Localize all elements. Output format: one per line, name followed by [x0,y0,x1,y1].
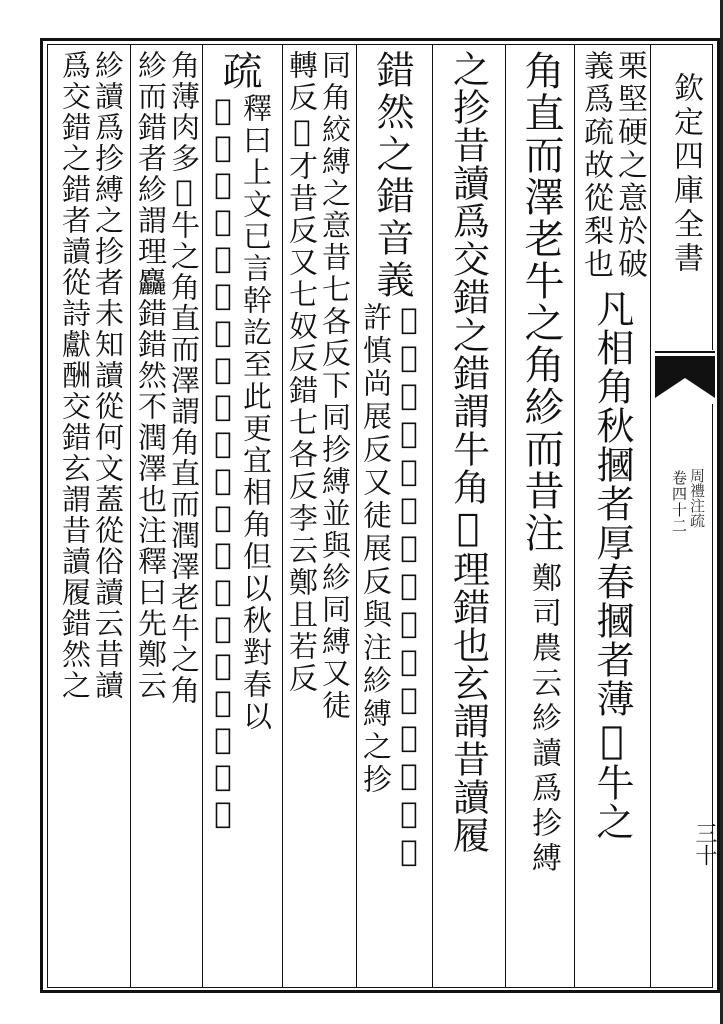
section-label: 周禮注疏 [688,468,706,528]
column-rule [202,45,203,987]
commentary-line: 栗堅硬之意於破 [612,50,647,281]
column-rule [356,45,357,987]
commentary-line: 紾而錯者紾謂理麤錯錯然不潤澤也注釋曰先鄭云 [134,50,168,701]
text-column-6 [205,50,273,833]
commentary-line: 鄭司農云紾讀爲抮縛 [526,562,561,877]
commentary-line: 紾讀爲抮縛之抮者未知讀從何文蓋從俗讀云昔讀 [91,50,125,701]
text-column-5 [284,50,352,722]
commentary-pair [58,50,125,701]
column-rule [432,45,433,987]
column-rule [130,45,131,987]
commentary-line: 角薄肉多𤛓牛之角直而澤謂角直而潤澤老牛之角 [167,50,201,706]
commentary-line: 爲交錯之錯者讀從詩獻酬交錯玄謂昔讀履錯然之 [58,50,92,701]
text-column-7 [133,50,201,706]
commentary-line: 𤛓對老而言之秋摑者厚謂角厚肉少春摑者薄謂 [206,93,240,833]
commentary-line: 許慎尚展反又徒展反與注紾縛之抮 [359,302,393,797]
page-number: 三十 [692,822,717,866]
text-column-2 [507,50,575,877]
main-text: 之抮昔讀爲交錯之錯謂牛角𤛓理錯也玄謂昔讀履 [446,50,490,854]
commentary-line: 釋曰上文已言幹訖至此更宜相角但以秋對春以 [239,93,273,733]
page-margin-strip [655,50,715,985]
text-column-3 [434,50,502,854]
text-column-4 [358,50,426,872]
volume-label: 卷四十二 [670,470,688,534]
section-marker: 疏 [216,50,262,93]
commentary-line: 義爲疏故從梨也 [578,50,613,281]
commentary-pair [359,302,426,872]
main-text: 凡相角秋摑者厚春摑者薄𤛓牛之 [590,289,634,841]
commentary-pair [206,93,273,833]
commentary-pair [285,50,352,722]
commentary-pair [524,562,561,877]
main-text: 錯然之錯音義 [370,50,414,302]
commentary-pair [578,50,647,281]
text-column-8 [57,50,125,701]
commentary-line: 轉反𤛓才昔反又七奴反錯七各反李云鄭且若反 [285,50,319,695]
text-column-1 [578,50,646,841]
library-title: 欽定四庫全書 [668,72,703,276]
fishtail-icon [655,350,715,404]
commentary-line: 𤛓色界反劉色倒反下同紾劉徒展反 [392,302,426,872]
column-rule [282,45,283,987]
column-rule [650,45,651,987]
main-text: 角直而澤老牛之角紾而昔注 [518,50,564,554]
commentary-line: 同角絞縛之意昔七各反下同抮縛並與紾同縛又徒 [318,50,352,722]
commentary-pair [134,50,201,706]
column-rule [505,45,506,987]
